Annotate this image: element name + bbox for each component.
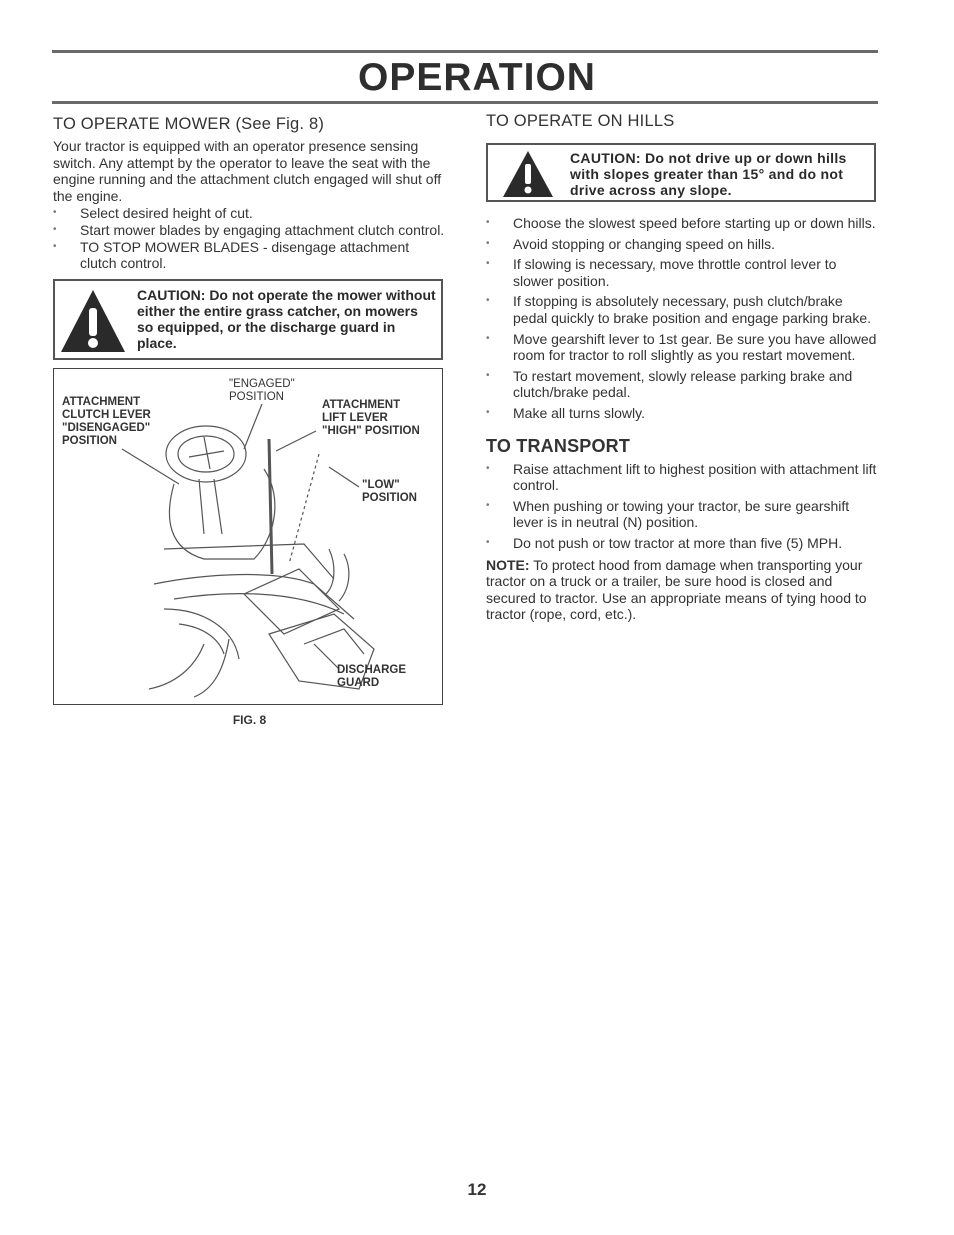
hills-caution-text: CAUTION: Do not drive up or down hills with slopes greater than 15° and do not drive across any slope. <box>570 150 847 198</box>
label-line: "DISENGAGED" <box>62 421 151 434</box>
label-attachment-clutch <box>62 396 151 448</box>
hills-bullet-list <box>486 215 878 422</box>
label-line: CLUTCH LEVER <box>62 408 151 421</box>
list-item: • If slowing is necessary, move throttle control lever to slower position. <box>486 256 878 289</box>
list-item: • To restart movement, slowly release parking brake and clutch/brake pedal. <box>486 368 878 401</box>
label-line: ATTACHMENT <box>62 395 141 408</box>
hills-caution-box <box>486 143 876 202</box>
transport-bullet-list <box>486 461 878 552</box>
list-item: • Do not push or tow tractor at more than five (5) MPH. <box>486 535 878 552</box>
hills-heading: TO OPERATE ON HILLS <box>486 112 675 130</box>
label-attachment-lift <box>322 399 420 438</box>
list-item: • When pushing or towing your tractor, be sure gearshift lever is in neutral (N) position. <box>486 498 878 531</box>
label-engaged <box>229 378 295 404</box>
header-rule-top <box>52 50 878 53</box>
list-item: • If stopping is absolutely necessary, push clutch/brake pedal quickly to brake position and engage parking brake. <box>486 293 878 326</box>
mower-heading: TO OPERATE MOWER (See Fig. 8) <box>53 115 325 133</box>
mower-caution-text: CAUTION: Do not operate the mower without either the entire grass catcher, on mowers so equipped, or the discharge guard in place. <box>137 286 436 351</box>
transport-heading: TO TRANSPORT <box>486 435 631 456</box>
warning-triangle-icon <box>59 288 127 354</box>
label-line: "LOW" <box>362 478 400 491</box>
warning-triangle-icon <box>502 150 554 198</box>
label-line: "HIGH" POSITION <box>322 424 420 437</box>
page-title: OPERATION <box>358 56 596 99</box>
label-discharge-guard <box>337 664 406 690</box>
mower-bullet-list <box>53 205 446 271</box>
left-column <box>53 115 446 727</box>
note-label: NOTE: <box>486 556 530 573</box>
mower-caution-box <box>53 279 443 360</box>
label-line: LIFT LEVER <box>322 411 388 424</box>
list-item: • Avoid stopping or changing speed on hills. <box>486 236 878 253</box>
figure-caption: FIG. 8 <box>232 712 267 727</box>
list-item: • TO STOP MOWER BLADES - disengage attachment clutch control. <box>53 239 446 272</box>
right-column <box>486 112 878 623</box>
transport-note <box>486 557 878 623</box>
label-line: GUARD <box>337 676 380 689</box>
list-item: • Make all turns slowly. <box>486 405 878 422</box>
label-line: DISCHARGE <box>337 663 407 676</box>
label-low-position <box>362 479 417 505</box>
page-number: 12 <box>467 1180 487 1199</box>
list-item: • Start mower blades by engaging attachment clutch control. <box>53 222 446 239</box>
figure-8 <box>53 368 443 705</box>
label-line: "ENGAGED" <box>229 377 295 390</box>
mower-intro: Your tractor is equipped with an operator presence sensing switch. Any attempt by the operator to leave the seat with the engine running and the attachment clutch engaged will shut off the engine. <box>53 138 442 204</box>
list-item: • Raise attachment lift to highest position with attachment lift control. <box>486 461 878 494</box>
label-line: POSITION <box>229 390 284 403</box>
list-item: • Move gearshift lever to 1st gear. Be sure you have allowed room for tractor to roll slightly as you restart movement. <box>486 331 878 364</box>
label-line: POSITION <box>62 434 117 447</box>
note-text: To protect hood from damage when transporting your tractor on a truck or a trailer, be sure hood is closed and secured to tractor. Use an appropriate means of tying hood to tractor (rope, cord, etc.). <box>486 556 867 623</box>
label-line: ATTACHMENT <box>322 398 401 411</box>
label-line: POSITION <box>362 491 417 504</box>
list-item: • Choose the slowest speed before starting up or down hills. <box>486 215 878 232</box>
list-item: • Select desired height of cut. <box>53 205 446 222</box>
header-rule-bottom <box>52 101 878 104</box>
